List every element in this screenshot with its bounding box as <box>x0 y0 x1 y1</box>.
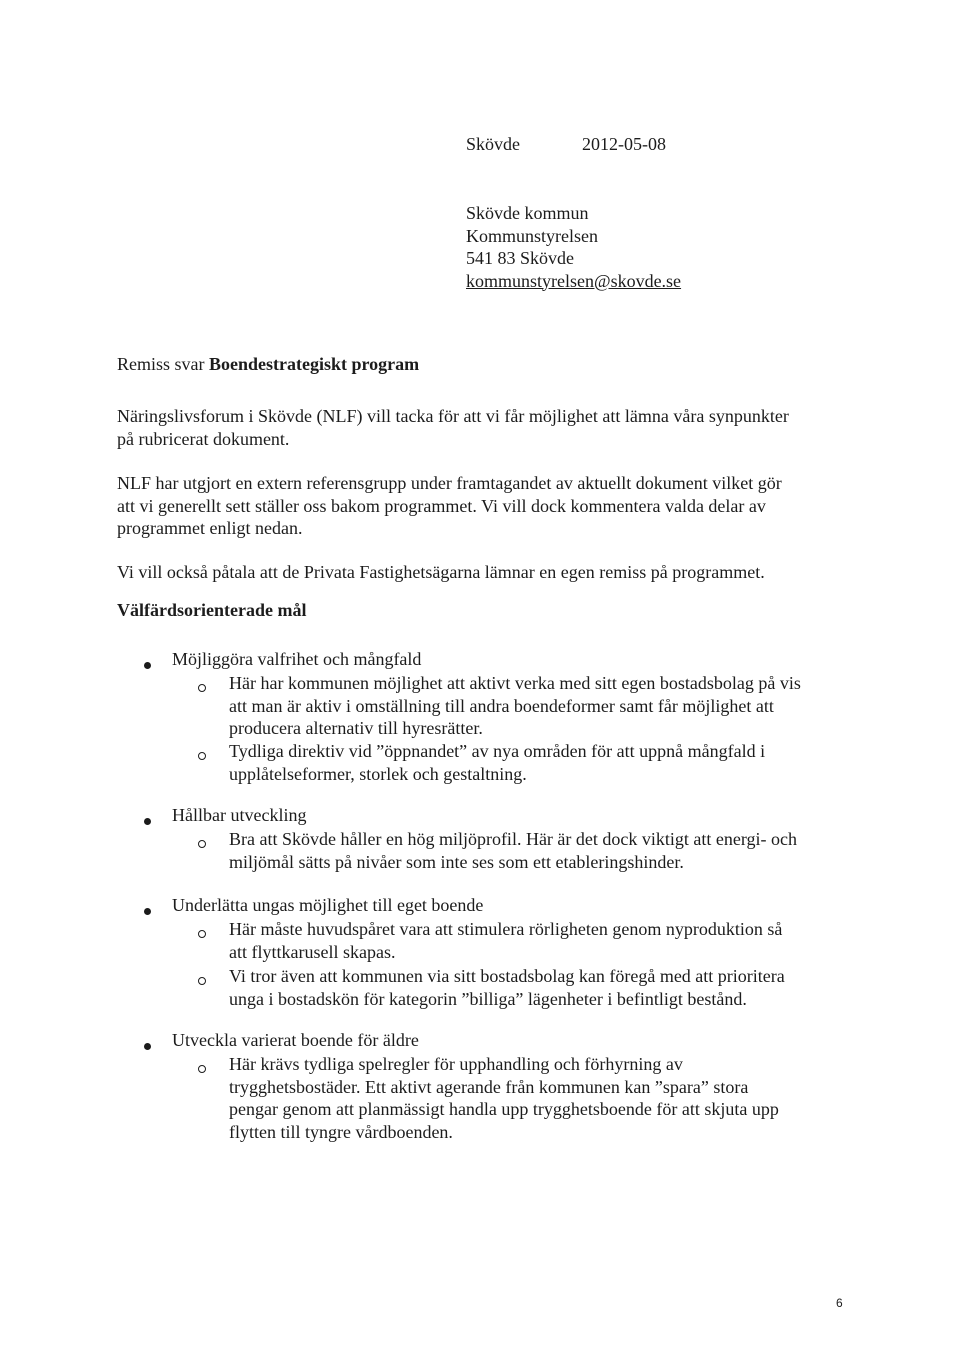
bullet-item-label: Utveckla varierat boende för äldre <box>172 1030 419 1050</box>
sub-bullet-line: producera alternativ till hyresrätter. <box>229 718 483 738</box>
bullet-item-label: Underlätta ungas möjlighet till eget boende <box>172 895 484 915</box>
paragraph-line: NLF har utgjort en extern referensgrupp under framtagandet av aktuellt dokument vilket gör <box>117 473 782 493</box>
sub-bullet-line: att man är aktiv i omställning till andra boendeformer samt får möjlighet att <box>229 695 774 716</box>
bullet-item-label: Hållbar utveckling <box>172 805 307 825</box>
sub-bullet-line: Här krävs tydliga spelregler för upphandling och förhyrning av <box>229 1054 683 1074</box>
recipient-address <box>466 202 681 292</box>
sub-bullet-circle-icon <box>198 930 206 938</box>
sub-bullet-circle-icon <box>198 684 206 692</box>
sub-bullet-line: Tydliga direktiv vid ”öppnandet” av nya områden för att uppnå mångfald i <box>229 741 766 761</box>
letter-date: 2012-05-08 <box>582 134 666 154</box>
sub-bullet-circle-icon <box>198 840 206 848</box>
sub-bullet-line: miljömål sätts på nivåer som inte ses som ett etableringshinder. <box>229 851 684 872</box>
paragraph-line: att vi generellt sett ställer oss bakom programmet. Vi vill dock kommentera valda delar av <box>117 495 766 516</box>
paragraph-line: programmet enligt nedan. <box>117 518 303 538</box>
sub-bullet-text <box>229 965 785 1010</box>
subject-line <box>117 354 419 375</box>
bullet-dot-icon <box>144 818 151 825</box>
sub-bullet-circle-icon <box>198 977 206 985</box>
sub-bullet-line: upplåtelseformer, storlek och gestaltning. <box>229 763 527 784</box>
paragraph-line: Vi vill också påtala att de Privata Fastighetsägarna lämnar en egen remiss på programmet. <box>117 562 765 582</box>
intro-paragraph <box>117 405 847 450</box>
sub-bullet-line: Här har kommunen möjlighet att aktivt verka med sitt egen bostadsbolag på vis <box>229 673 801 693</box>
sub-bullet-text <box>229 1053 779 1143</box>
sub-bullet-text <box>229 672 801 740</box>
recipient-email-link[interactable]: kommunstyrelsen@skovde.se <box>466 270 682 291</box>
sub-bullet-circle-icon <box>198 1065 206 1073</box>
sub-bullet-line: trygghetsbostäder. Ett aktivt agerande från kommunen kan ”spara” stora <box>229 1076 749 1097</box>
paragraph-line: på rubricerat dokument. <box>117 428 290 449</box>
sub-bullet-text <box>229 828 797 873</box>
sub-bullet-text <box>229 740 765 785</box>
private-owners-paragraph <box>117 561 847 584</box>
sub-bullet-line: att flyttkarusell skapas. <box>229 941 396 962</box>
paragraph-line: Näringslivsforum i Skövde (NLF) vill tacka för att vi får möjlighet att lämna våra synpunkter <box>117 406 789 426</box>
recipient-dept: Kommunstyrelsen <box>466 225 598 246</box>
subject-prefix: Remiss svar <box>117 354 209 374</box>
subject-title: Boendestrategiskt program <box>209 354 420 374</box>
reference-group-paragraph <box>117 472 847 540</box>
sub-bullet-line: unga i bostadskön för kategorin ”billiga” lägenheter i befintligt bestånd. <box>229 988 747 1009</box>
sub-bullet-line: Vi tror även att kommunen via sitt bostadsbolag kan föregå med att prioritera <box>229 966 785 986</box>
letter-place: Skövde <box>466 134 520 154</box>
bullet-dot-icon <box>144 908 151 915</box>
sub-bullet-line: flytten till tyngre vårdboenden. <box>229 1121 453 1142</box>
sub-bullet-line: Bra att Skövde håller en hög miljöprofil. Här är det dock viktigt att energi- och <box>229 829 798 849</box>
sub-bullet-circle-icon <box>198 752 206 760</box>
bullet-dot-icon <box>144 1043 151 1050</box>
sub-bullet-text <box>229 918 782 963</box>
page-number: 6 <box>836 1296 843 1310</box>
sub-bullet-line: pengar genom att planmässigt handla upp trygghetsboende för att skjuta upp <box>229 1099 779 1119</box>
recipient-org: Skövde kommun <box>466 203 589 223</box>
sub-bullet-line: Här måste huvudspåret vara att stimulera rörligheten genom nyproduktion så <box>229 919 783 939</box>
bullet-dot-icon <box>144 662 151 669</box>
recipient-postal: 541 83 Skövde <box>466 248 574 268</box>
bullet-item-label: Möjliggöra valfrihet och mångfald <box>172 649 422 669</box>
section-heading: Välfärdsorienterade mål <box>117 600 307 620</box>
